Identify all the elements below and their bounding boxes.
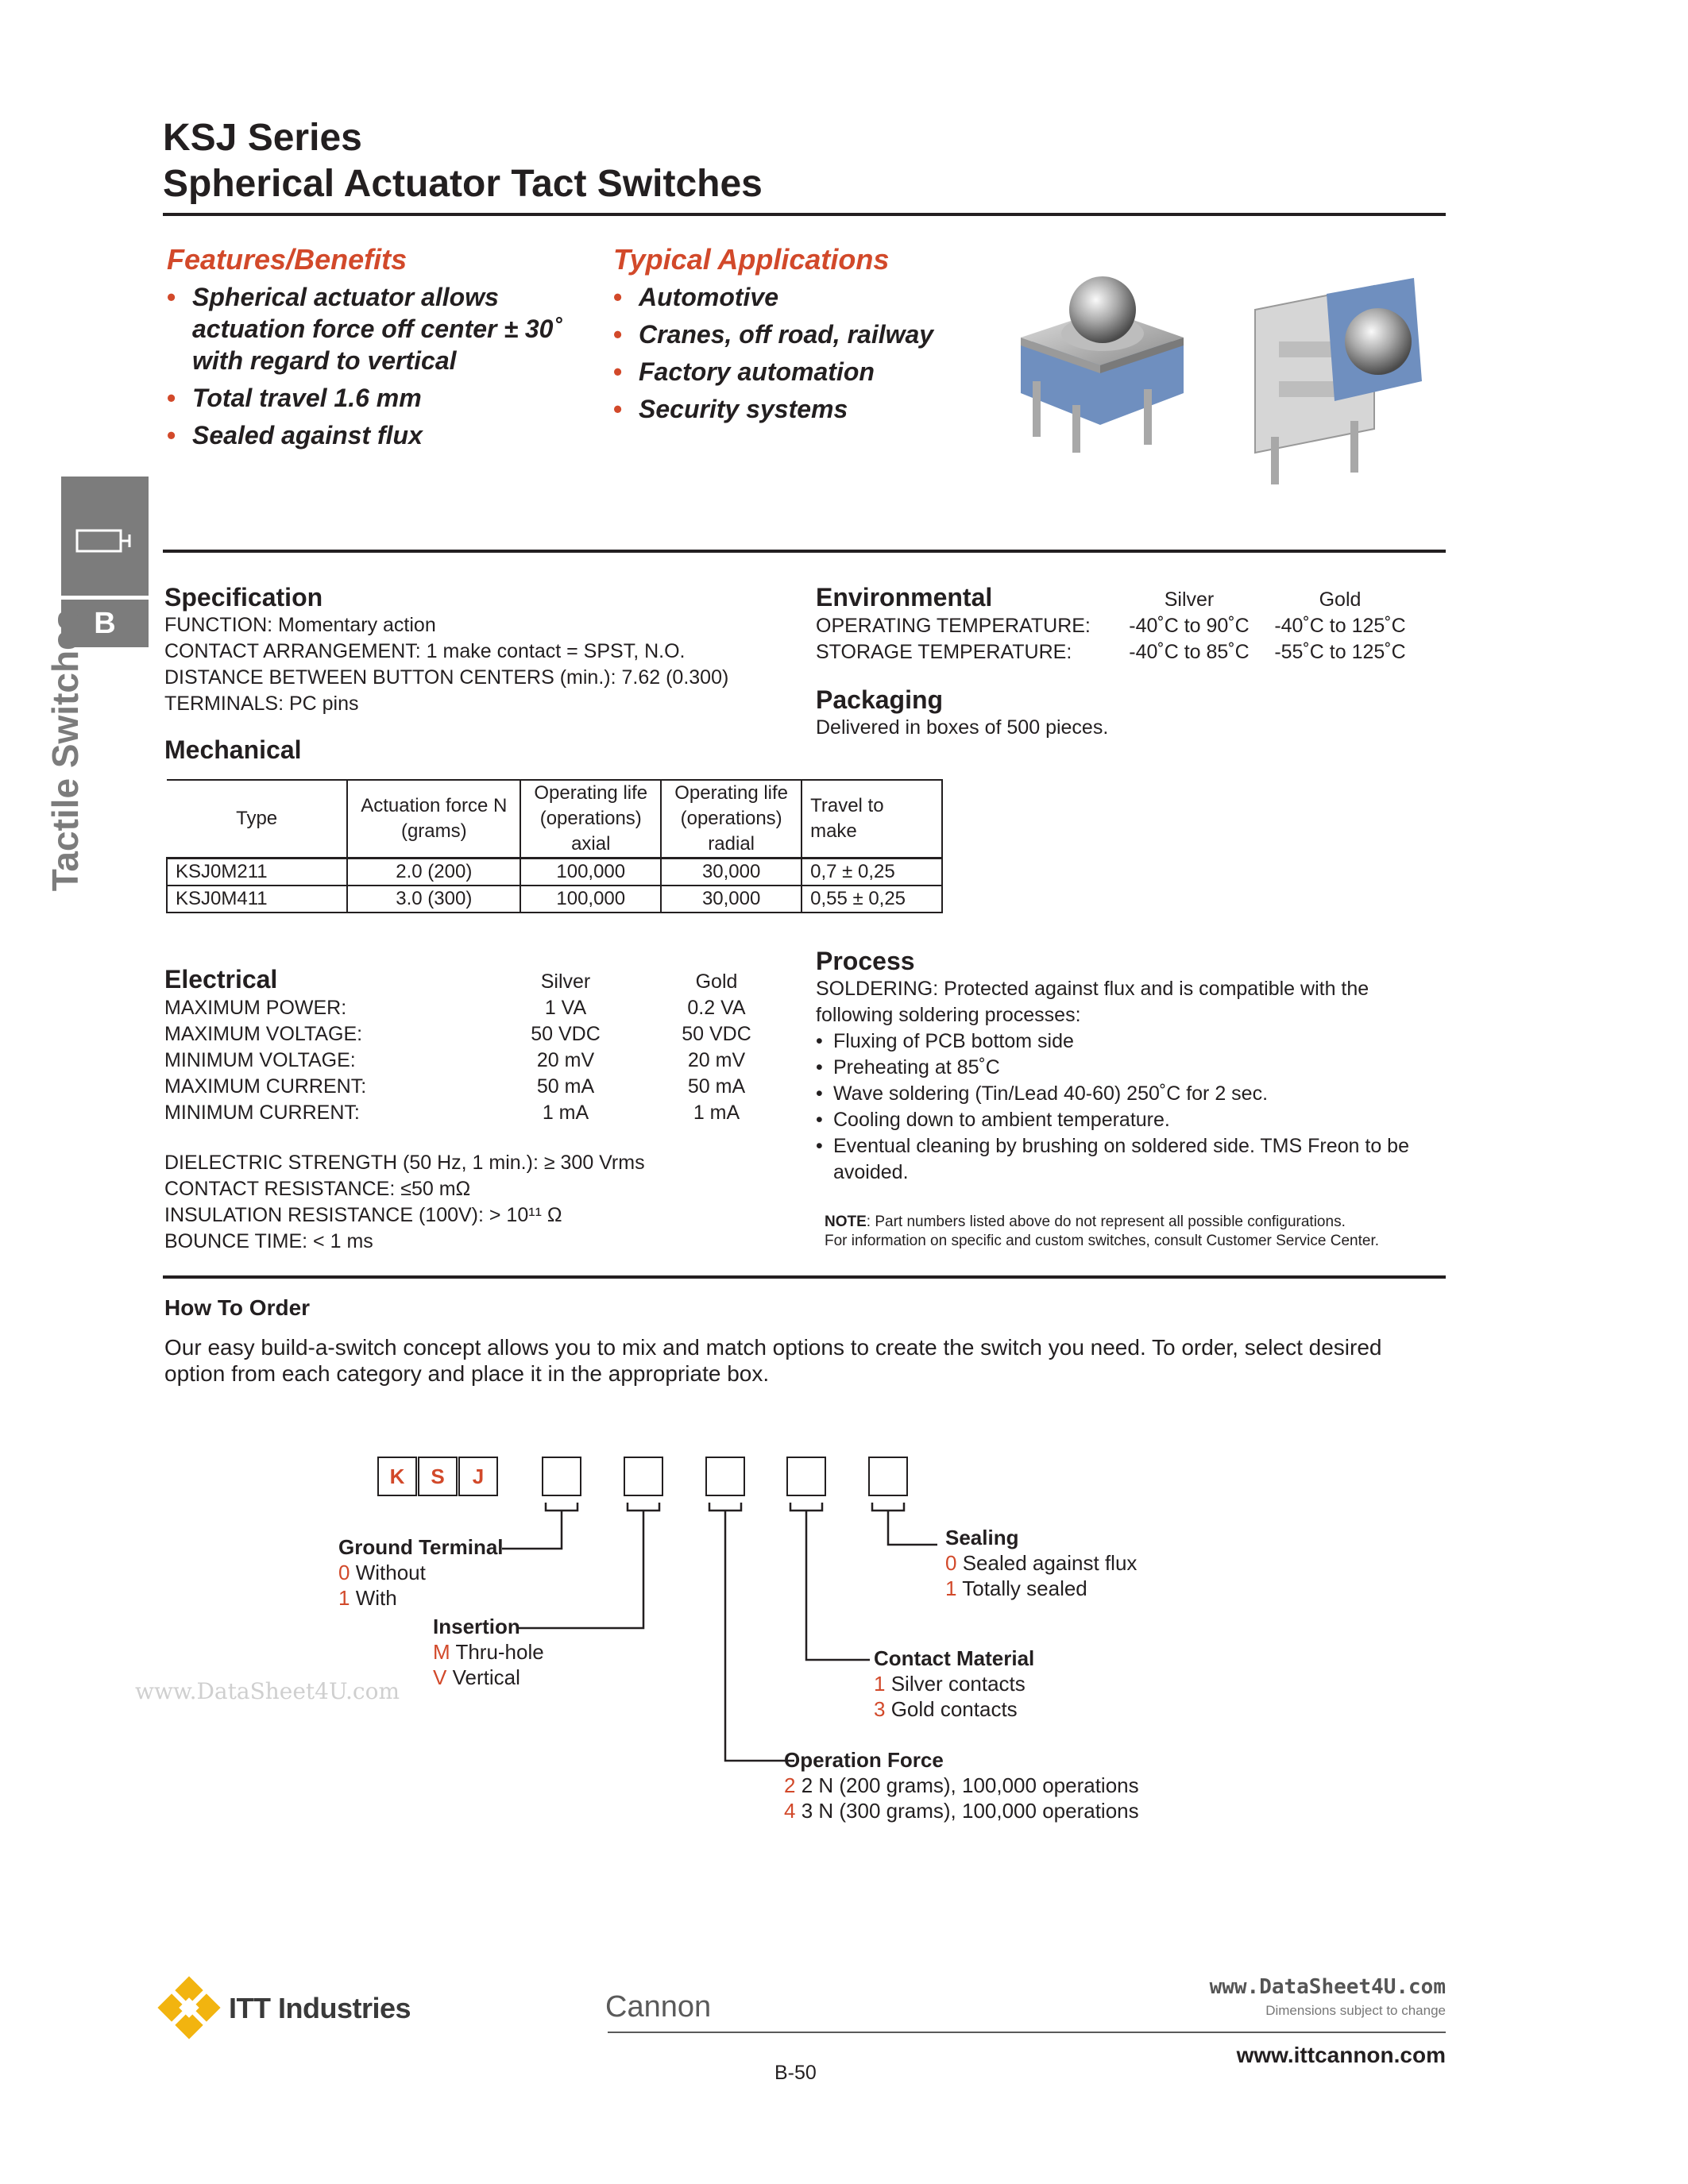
disclaimer: Dimensions subject to change [1265,2003,1446,2018]
ground-terminal-group [338,1534,504,1611]
gold-value: -40˚C to 125˚C [1274,615,1406,637]
table-row [167,859,942,886]
cannon-name: Cannon [605,1990,712,2024]
side-tab-label: Tactile Switches [44,609,86,892]
note-line: : Part numbers listed above do not represent all possible configurations. [866,1214,1346,1230]
itt-logo-icon [157,1976,221,2039]
spec-line: TERMINALS: PC pins [164,693,359,715]
note-line: For information on specific and custom switches, consult Customer Service Center. [825,1233,1380,1249]
row-label: OPERATING TEMPERATURE: [816,615,1091,637]
option-code: M [433,1640,450,1664]
features-section [167,243,580,457]
process-item-text: Wave soldering (Tin/Lead 40-60) 250˚C for 2 sec. [833,1082,1269,1105]
prefix-box: S [418,1457,458,1496]
sealing-group [945,1525,1137,1601]
features-heading: Features/Benefits [167,243,408,276]
option-code: 1 [945,1576,957,1600]
applications-heading: Typical Applications [613,243,890,276]
contact-material-title: Contact Material [874,1646,1035,1670]
footer-rule [608,2032,1446,2033]
option-row [945,1550,1137,1576]
gold-value: 50 mA [687,1075,746,1098]
silver-value: 1 mA [542,1102,589,1124]
option-label: Vertical [452,1665,520,1689]
option-label: 2 N (200 grams), 100,000 operations [801,1773,1139,1797]
application-item: • Factory automation [613,356,1010,388]
environmental-section [816,582,1451,666]
feature-item: • Total travel 1.6 mm [167,382,580,414]
specification-heading: Specification [164,583,323,612]
process-item-text: Fluxing of PCB bottom side [833,1030,1074,1052]
process-item-text: Cooling down to ambient temperature. [833,1109,1170,1131]
option-row [874,1671,1034,1696]
packaging-text: Delivered in boxes of 500 pieces. [816,716,1109,739]
process-heading: Process [816,947,915,975]
environmental-col-silver: Silver [1164,588,1215,611]
option-code: 2 [784,1773,796,1797]
process-intro: SOLDERING: Protected against flux and is compatible with the following soldering processes: [816,978,1369,1026]
spec-line: CONTACT ARRANGEMENT: 1 make contact = SPST, N.O. [164,640,686,662]
feature-item: • Spherical actuator allows actuation force off center ± 30˚ with regard to vertical [167,281,580,376]
series-title: KSJ Series [163,117,362,159]
tactile-switch-icon [61,477,149,596]
option-label: Silver contacts [890,1672,1026,1696]
switch-photo-right-angle [1239,262,1446,492]
col-header: Actuation force N (grams) [347,780,520,859]
section-rule [163,550,1446,553]
electrical-row [164,1021,800,1048]
electrical-col-gold: Gold [695,970,738,993]
order-connector-lines [0,1493,1688,1779]
electrical-row [164,1100,800,1126]
option-row [433,1639,544,1665]
row-label: MAXIMUM VOLTAGE: [164,1023,363,1045]
option-code: 4 [784,1799,796,1823]
environmental-row [816,613,1451,639]
row-label: STORAGE TEMPERATURE: [816,641,1072,663]
silver-value: 50 mA [536,1075,595,1098]
page-title: Spherical Actuator Tact Switches [163,163,763,205]
process-item-text: Preheating at 85˚C [833,1056,1000,1078]
applications-section [613,243,1010,430]
electrical-section [164,964,800,1255]
brand-name: ITT Industries [229,1992,411,2024]
side-tab-icon-box [61,477,149,596]
row-label: MAXIMUM POWER: [164,997,347,1019]
electrical-row [164,1074,800,1100]
application-item: • Security systems [613,393,1010,425]
option-row [945,1576,1137,1601]
silver-value: 20 mV [536,1049,595,1071]
row-label: MINIMUM CURRENT: [164,1102,360,1124]
note-label: NOTE [825,1214,867,1230]
prefix-box: J [458,1457,498,1496]
table-cell: 100,000 [520,886,661,913]
packaging-heading: Packaging [816,685,944,714]
mechanical-heading: Mechanical [164,735,302,764]
application-item: • Cranes, off road, railway [613,318,1010,350]
contact-material-group [874,1646,1034,1722]
option-row [338,1560,504,1585]
environmental-heading: Environmental [816,583,993,612]
insertion-box[interactable] [624,1457,663,1496]
spec-line: DISTANCE BETWEEN BUTTON CENTERS (min.): 7.62 (0.300) [164,666,729,689]
silver-value: -40˚C to 85˚C [1129,641,1250,663]
watermark-footer: www.DataSheet4U.com [1209,1975,1446,1999]
mechanical-table [166,779,943,913]
electrical-extra-line: INSULATION RESISTANCE (100V): > 10¹¹ Ω [164,1204,562,1226]
electrical-extra-line: CONTACT RESISTANCE: ≤50 mΩ [164,1178,471,1200]
table-cell: 30,000 [661,886,802,913]
option-label: With [355,1586,397,1610]
table-cell: 3.0 (300) [347,886,520,913]
table-cell: KSJ0M411 [167,886,347,913]
sealing-title: Sealing [945,1526,1019,1549]
col-header: Travel to make [802,780,942,859]
operation-force-group [784,1747,1139,1823]
prefix-box: K [377,1457,417,1496]
insertion-group [433,1614,544,1690]
switch-photo-vertical [985,254,1207,461]
electrical-extra-line: BOUNCE TIME: < 1 ms [164,1230,373,1252]
option-label: Without [355,1561,426,1584]
option-label: Gold contacts [890,1697,1018,1721]
option-label: Totally sealed [962,1576,1087,1600]
header-rule [163,213,1446,216]
option-code: 3 [874,1697,886,1721]
process-item: • Preheating at 85˚C [816,1056,1000,1078]
row-label: MAXIMUM CURRENT: [164,1075,367,1098]
process-item: • Wave soldering (Tin/Lead 40-60) 250˚C for 2 sec. [816,1082,1269,1105]
table-cell: KSJ0M211 [167,859,347,886]
gold-value: -55˚C to 125˚C [1274,641,1406,663]
process-item: • Eventual cleaning by brushing on soldered side. TMS Freon to be avoided. [816,1135,1409,1183]
ground-terminal-title: Ground Terminal [338,1535,504,1559]
col-header: Type [167,780,347,859]
option-label: Sealed against flux [962,1551,1138,1575]
gold-value: 50 VDC [682,1023,751,1045]
option-label: 3 N (300 grams), 100,000 operations [801,1799,1139,1823]
col-header: Operating life (operations) axial [520,780,661,859]
option-row [338,1585,504,1611]
table-cell: 0,55 ± 0,25 [802,886,942,913]
process-section [816,946,1435,1186]
option-code: V [433,1665,447,1689]
gold-value: 0.2 VA [687,997,746,1019]
electrical-col-silver: Silver [540,970,591,993]
page-number: B-50 [774,2062,817,2084]
option-code: 0 [338,1561,350,1584]
row-label: MINIMUM VOLTAGE: [164,1049,356,1071]
website-link[interactable]: www.ittcannon.com [1236,2043,1446,2067]
silver-value: -40˚C to 90˚C [1129,615,1250,637]
process-item: • Cooling down to ambient temperature. [816,1109,1170,1131]
electrical-extra-line: DIELECTRIC STRENGTH (50 Hz, 1 min.): ≥ 300 Vrms [164,1152,645,1174]
table-cell: 100,000 [520,859,661,886]
silver-value: 1 VA [544,997,587,1019]
insertion-title: Insertion [433,1615,520,1638]
order-rule [163,1275,1446,1279]
table-row [167,886,942,913]
table-cell: 0,7 ± 0,25 [802,859,942,886]
option-row [874,1696,1034,1722]
spec-line: FUNCTION: Momentary action [164,614,436,636]
feature-item: • Sealed against flux [167,419,580,451]
option-code: 1 [874,1672,886,1696]
col-header: Operating life (operations) radial [661,780,802,859]
gold-value: 20 mV [687,1049,746,1071]
sealing-box[interactable] [868,1457,908,1496]
process-item: • Fluxing of PCB bottom side [816,1030,1074,1052]
option-row [784,1773,1139,1798]
electrical-heading: Electrical [164,965,278,994]
contact-material-box[interactable] [786,1457,826,1496]
side-tab-letter: B [61,600,149,647]
ground-terminal-box[interactable] [542,1457,581,1496]
process-item-text: Eventual cleaning by brushing on soldered side. TMS Freon to be avoided. [833,1135,1409,1183]
note [825,1213,1452,1251]
table-cell: 30,000 [661,859,802,886]
table-cell: 2.0 (200) [347,859,520,886]
how-to-order-heading: How To Order [164,1295,311,1320]
environmental-row [816,639,1451,666]
specification-section [164,582,863,717]
option-row [433,1665,544,1690]
watermark: www.DataSheet4U.com [135,1678,400,1704]
electrical-row [164,995,800,1021]
silver-value: 50 VDC [531,1023,601,1045]
packaging-section [816,685,1435,741]
operation-force-box[interactable] [705,1457,745,1496]
electrical-row [164,1048,800,1074]
application-item: • Automotive [613,281,1010,313]
option-code: 0 [945,1551,957,1575]
option-label: Thru-hole [455,1640,544,1664]
option-row [784,1798,1139,1823]
how-to-order-text: Our easy build-a-switch concept allows you to mix and match options to create the switch you need. To order, select desired option from each category and place it in the appropriate box. [164,1335,1382,1386]
operation-force-title: Operation Force [784,1748,944,1772]
gold-value: 1 mA [693,1102,740,1124]
environmental-col-gold: Gold [1319,588,1362,611]
option-code: 1 [338,1586,350,1610]
